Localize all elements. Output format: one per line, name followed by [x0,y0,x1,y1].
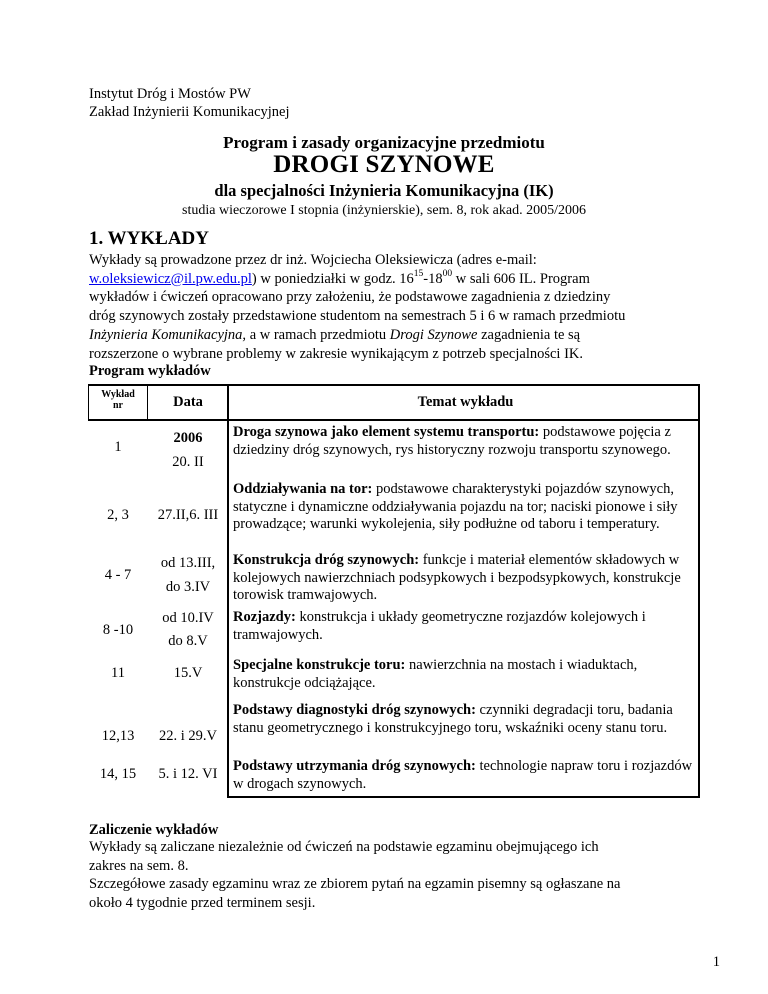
row-date: 22. i 29.V [159,728,217,744]
row-date: od 10.IV [162,610,214,626]
credit-text: Wykłady są zaliczane niezależnie od ćwiczeń na podstawie egzaminu obejmującego ich zakres na sem. 8. Szczegółowe zasady egzaminu wraz ze zbiorem pytań na egzamin pisemny są ogłaszane na około 4 tygodnie przed terminem sesji. [89,839,621,911]
row-date: do 3.IV [165,579,211,595]
row-topic: Specjalne konstrukcje toru: nawierzchnia na mostach i wiaduktach, konstrukcje odciążające. [233,657,638,691]
row-topic: Konstrukcja dróg szynowych: funkcje i materiał elementów składowych w kolejowych nawierzchniach podsypkowych i bezpodsypkowych, konstrukcje torowisk tramwajowych. [233,552,681,603]
table-border-right [698,384,700,798]
row-year: 2006 [173,430,203,446]
row-topic: Podstawy utrzymania dróg szynowych: technologie napraw toru i rozjazdów w drogach szynowych. [233,758,693,792]
col-header-nr: Wykład nr [101,389,135,411]
row-nr: 8 -10 [102,622,134,638]
page-number: 1 [712,954,720,970]
row-date: 20. II [172,454,204,470]
lectures-description: Wykłady są prowadzone przez dr inż. Wojciecha Oleksiewicza (adres e-mail: w.oleksiewicz@il.pw.edu.pl) w poniedziałki w godz. $16^{15}-18^{00}$ w sali 606 IL. Program wykładów i ćwiczeń opracowano przy założeniu, że podstawowe zagadnienia z dziedziny dróg szynowych zostały przedstawione studentom na semestrach 5 i 6 w ramach przedmiotu Inżynieria Komunikacyjna, a w ramach przedmiotu Drogi Szynowe zagadnienia te są rozszerzone o wybrane problemy w zakresie wynikającym z potrzeb specjalności IK. [89,252,626,362]
row-date: 15.V [173,665,203,681]
row-topic: Oddziaływania na tor: podstawowe charakterystyki pojazdów szynowych, statyczne i dynamiczne oddziaływania pojazdu na tor; naciski pionowe i siły prowadzące; warunki wykolejenia, siły podłużne od taboru i temperatury. [233,481,678,532]
specialty-line: dla specjalności Inżynieria Komunikacyjna (IK) [214,181,554,200]
subject-title: DROGI SZYNOWE [273,151,495,178]
row-nr: 14, 15 [99,766,137,782]
table-border-top [88,384,700,386]
row-nr: 1 [114,439,122,455]
row-nr: 2, 3 [107,507,129,523]
row-nr: 11 [111,665,125,681]
table-border-bottom [228,796,700,798]
institute-name: Instytut Dróg i Mostów PW [89,86,251,102]
row-topic: Rozjazdy: konstrukcja i układy geometryczne rozjazdów kolejowych i tramwajowych. [233,609,646,643]
col-header-date: Data [173,394,203,410]
table-header-bottom [88,419,700,421]
title-line: Program i zasady organizacyjne przedmiotu [223,133,545,152]
row-nr: 4 - 7 [104,567,132,583]
row-date: od 13.III, [160,555,216,571]
study-info: studia wieczorowe I stopnia (inżynierskie), sem. 8, rok akad. 2005/2006 [182,203,586,218]
row-date: 5. i 12. VI [158,766,218,782]
row-date: do 8.V [168,633,208,649]
row-topic: Podstawy diagnostyki dróg szynowych: czynniki degradacji toru, badania stanu geometrycznego i konstrukcyjnego toru, wskaźniki oceny stanu toru. [233,702,673,736]
email-link[interactable]: w.oleksiewicz@il.pw.edu.pl [89,270,252,287]
row-nr: 12,13 [101,728,135,744]
department-name: Zakład Inżynierii Komunikacyjnej [89,104,290,120]
section-heading-lectures: 1. WYKŁADY [89,228,209,249]
row-topic: Droga szynowa jako element systemu transportu: podstawowe pojęcia z dziedziny dróg szynowych, rys historyczny rozwoju transportu szynowego. [233,424,671,458]
program-heading: Program wykładów [89,363,211,379]
col-header-topic: Temat wykładu [417,394,514,410]
row-date: 27.II,6. III [157,507,219,523]
credit-heading: Zaliczenie wykładów [89,822,219,838]
document-header [89,85,290,121]
